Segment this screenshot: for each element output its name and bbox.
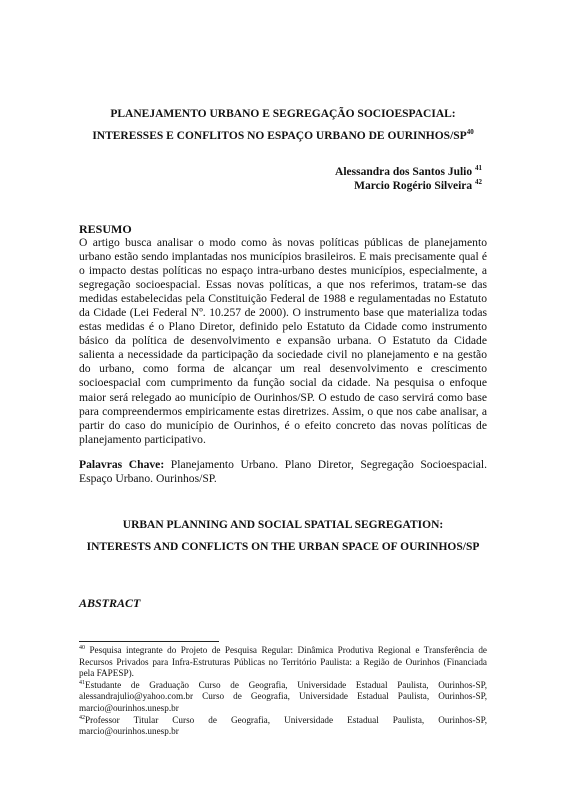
footnote-42 bbox=[79, 715, 487, 738]
footnotes bbox=[79, 645, 487, 738]
title-pt-line1-text: PLANEJAMENTO URBANO E SEGREGAÇÃO SOCIOESPACIAL: bbox=[110, 108, 456, 120]
footnote-divider bbox=[79, 641, 219, 642]
author-2 bbox=[354, 180, 482, 192]
title-footnote-mark[interactable]: 40 bbox=[466, 128, 474, 137]
author-1-name: Alessandra dos Santos Julio bbox=[335, 166, 473, 178]
keywords-label: Palavras Chave: bbox=[79, 458, 165, 471]
footnote-42-mark: 42 bbox=[79, 714, 85, 721]
footnote-41-mark: 41 bbox=[79, 679, 85, 686]
title-en-line2-text: INTERESTS AND CONFLICTS ON THE URBAN SPACE OF OURINHOS/SP bbox=[86, 541, 480, 553]
resumo-heading: RESUMO bbox=[79, 222, 132, 236]
abstract-heading: ABSTRACT bbox=[79, 596, 141, 610]
title-pt-line2 bbox=[0, 130, 566, 142]
author-2-name: Marcio Rogério Silveira bbox=[354, 180, 473, 192]
keywords bbox=[79, 458, 487, 486]
title-pt-line2-text: INTERESSES E CONFLITOS NO ESPAÇO URBANO DE OURINHOS/SP bbox=[92, 130, 467, 142]
footnote-42-text: Professor Titular Curso de Geografia, Universidade Estadual Paulista, Ourinhos-SP, marcio@ourinhos.unesp.br bbox=[79, 714, 487, 737]
title-en-line1-text: URBAN PLANNING AND SOCIAL SPATIAL SEGREGATION: bbox=[122, 519, 444, 531]
author-1-footnote-mark[interactable]: 41 bbox=[475, 164, 482, 173]
resumo-text: O artigo busca analisar o modo como às novas políticas públicas de planejamento urbano estão sendo implantadas nos municípios brasileiros. E mais precisamente qual é o impacto destas políticas no espaço intra-urbano destes municípios, especialmente, a segregação socioespacial. Essas novas políticas, a que nos referimos, tratam-se das medidas estabelecidas pela Constituição Federal de 1988 e regulamentadas no Estatuto da Cidade (Lei Federal Nº. 10.257 de 2000). O instrumento base que materializa todas estas medidas é o Plano Diretor, definido pelo Estatuto da Cidade como instrumento básico da política de desenvolvimento e expansão urbana. O Estatuto da Cidade salienta a necessidade da participação da sociedade civil no planejamento e na gestão do urbano, como forma de alcançar um real desenvolvimento e crescimento socioespacial com cumprimento da função social da cidade. Na pesquisa o enfoque maior será relegado ao município de Ourinhos/SP. O estudo de caso servirá como base para compreendermos empiricamente estas diretrizes. Assim, o que nos cabe analisar, a partir do caso do município de Ourinhos, é o efeito concreto das novas políticas de planejamento participativo. bbox=[79, 236, 487, 446]
footnote-40-mark: 40 bbox=[79, 644, 85, 651]
keywords-text: Planejamento Urbano. Plano Diretor, Segregação Socioespacial. Espaço Urbano. Ourinhos/SP. bbox=[79, 458, 488, 486]
title-en-line1 bbox=[0, 519, 566, 531]
footnote-40 bbox=[79, 645, 487, 680]
footnote-41-text: Estudante de Graduação Curso de Geografia, Universidade Estadual Paulista, Ourinhos-SP, alessandrajulio@yahoo.com.br Curso de Geografia, Universidade Estadual Paulista, Ourinhos-SP, marcio@ourinhos.unesp.br bbox=[79, 679, 487, 713]
title-pt-line1 bbox=[0, 108, 566, 120]
author-2-footnote-mark[interactable]: 42 bbox=[475, 178, 482, 187]
author-1 bbox=[335, 166, 482, 178]
footnote-40-text: Pesquisa integrante do Projeto de Pesquisa Regular: Dinâmica Produtiva Regional e Transferência de Recursos Privados para Infra-Estruturas Públicas no Território Paulista: a Região de Ourinhos (Financiada pela FAPESP). bbox=[79, 645, 488, 679]
title-en-line2 bbox=[0, 541, 566, 553]
footnote-41 bbox=[79, 680, 487, 715]
